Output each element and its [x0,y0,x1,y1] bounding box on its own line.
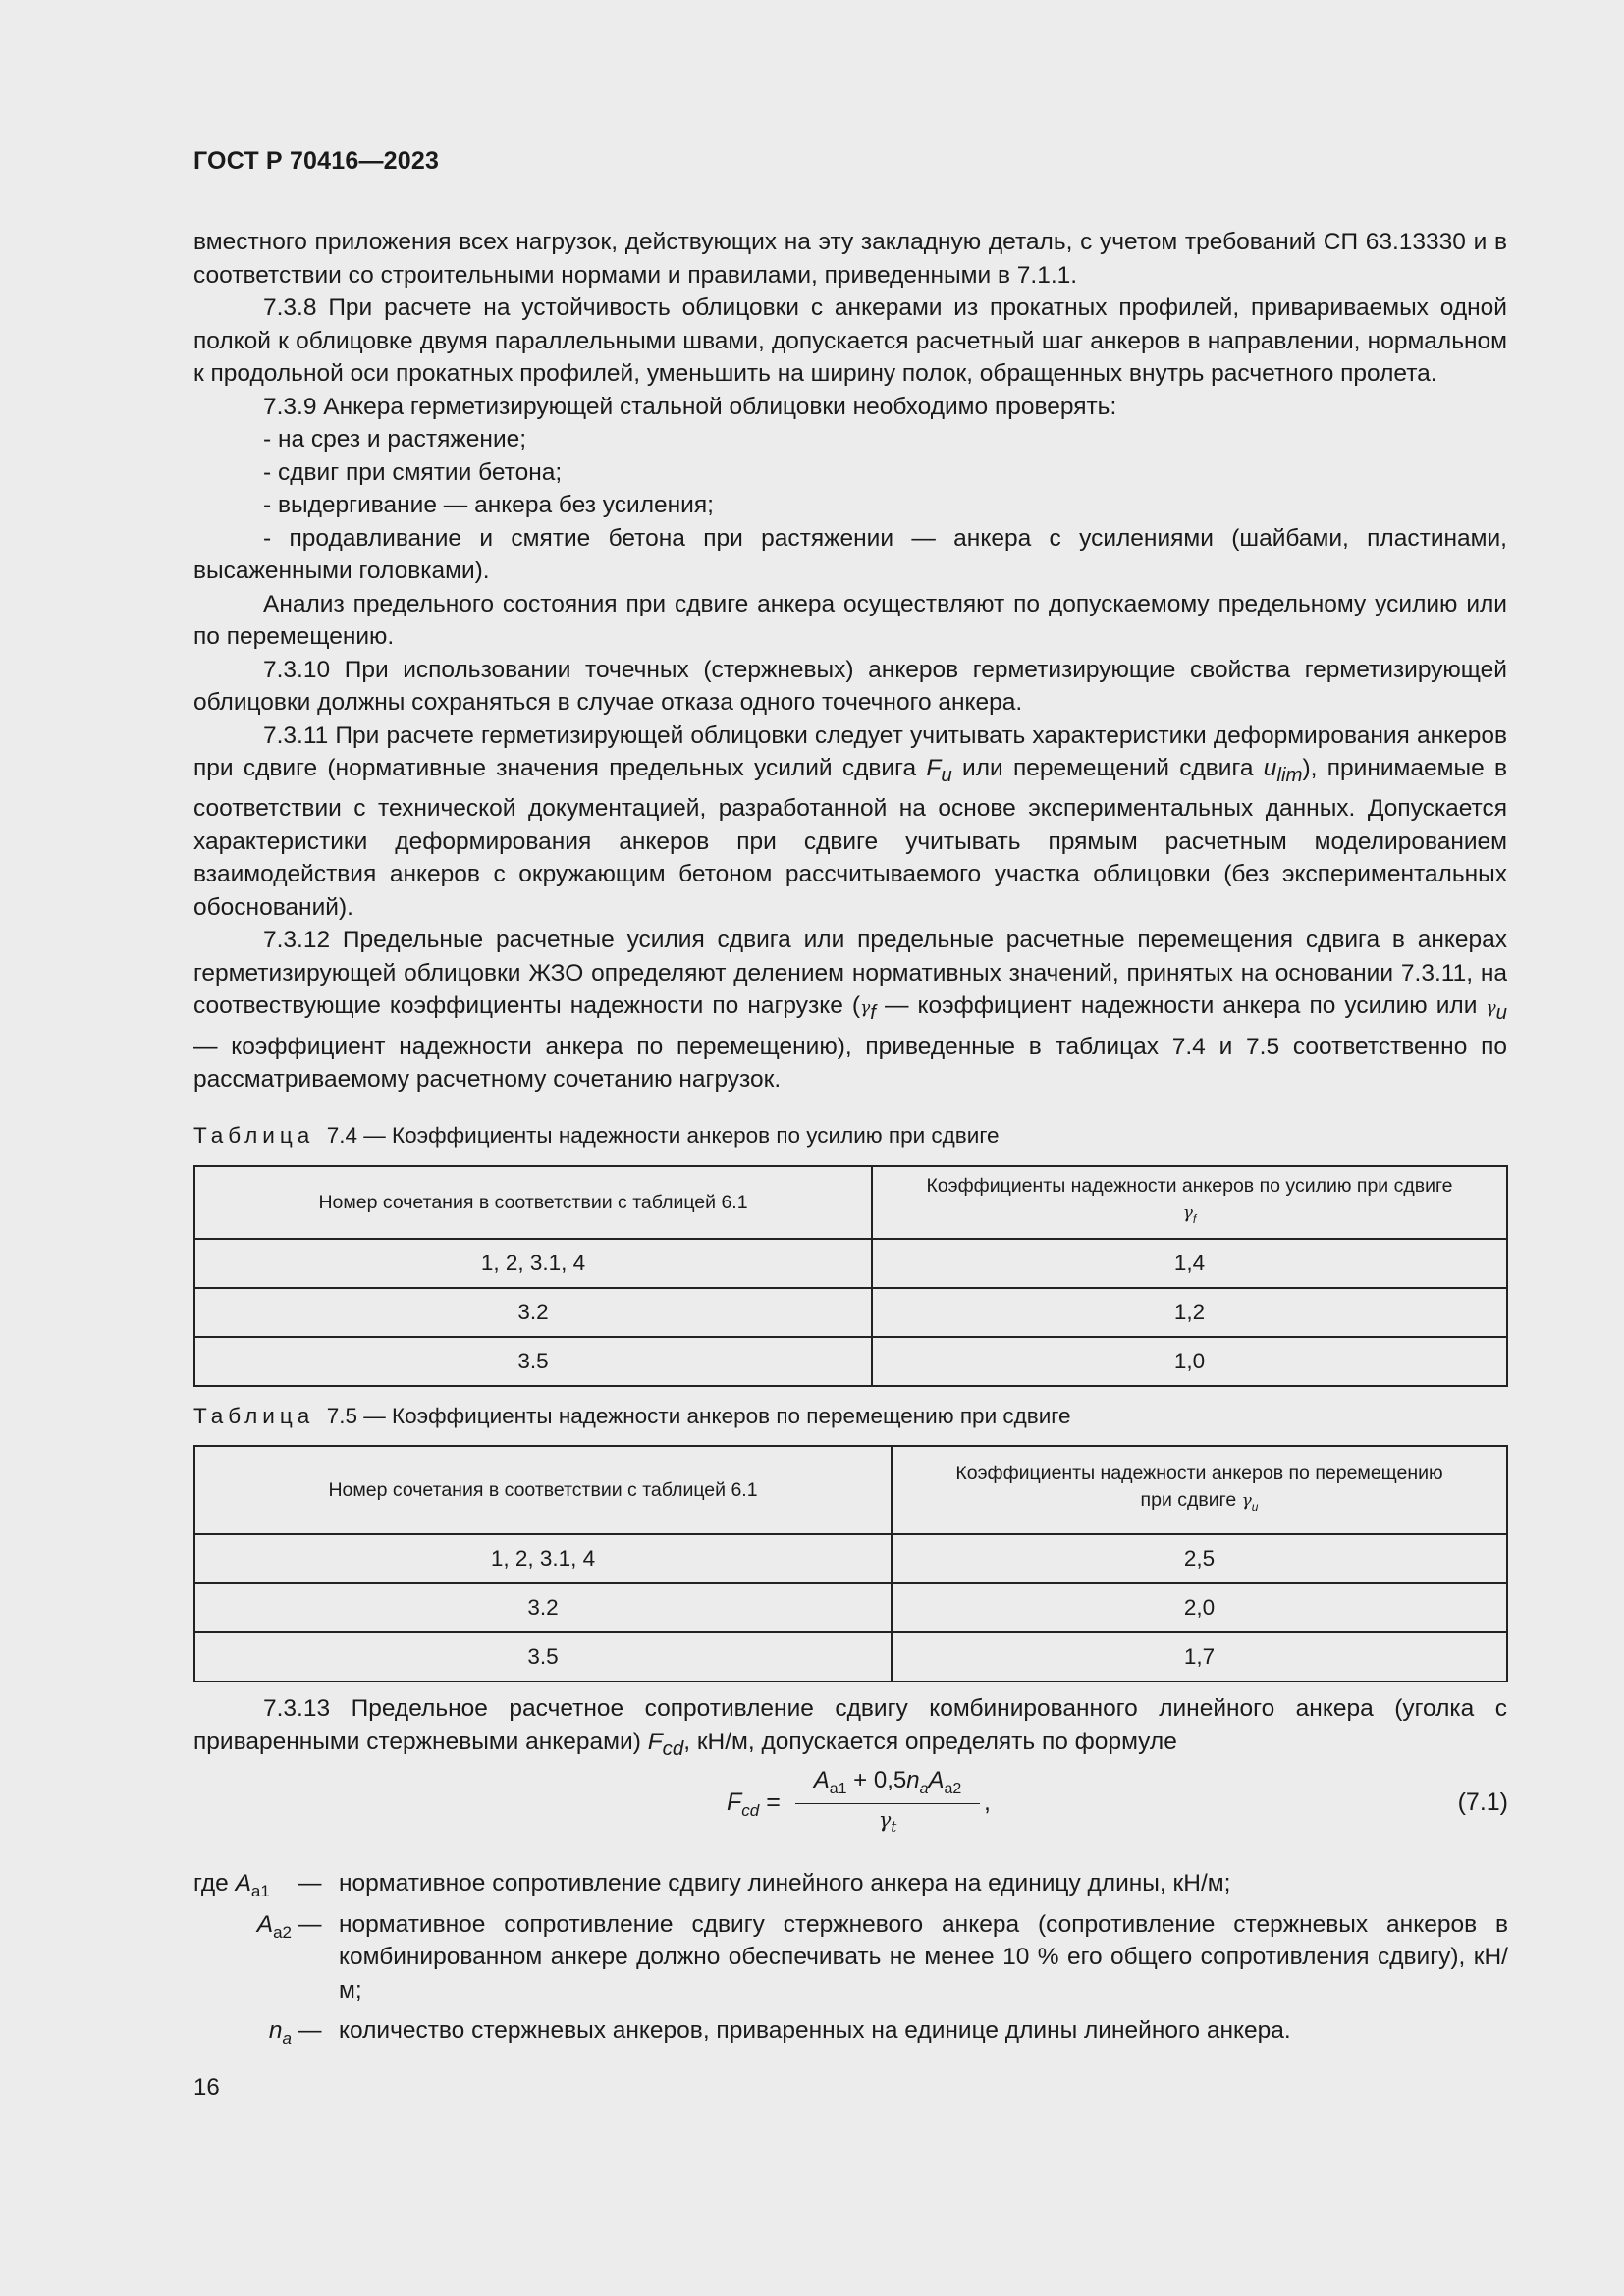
formula-numerator [793,1767,982,1798]
table-cell-combo: 1, 2, 3.1, 4 [194,1239,872,1288]
formula-7-1 [727,1767,1508,1845]
caption-word: Таблица [193,1404,315,1428]
caption-word: Таблица [193,1123,315,1148]
list-item: - продавливание и смятие бетона при растяжении — анкера с усилениями (шайбами, пластинами, высаженными головками). [193,524,1507,584]
formula-A: A [813,1767,830,1793]
table-cell-value: 1,4 [872,1239,1507,1288]
where-item [193,1867,1508,1900]
clause-7-3-11 [193,720,1507,925]
table-cell-combo: 3.2 [194,1583,892,1632]
where-dash: — [298,1910,322,1938]
formula-A: A [928,1767,945,1793]
formula-sub: a1 [829,1780,847,1797]
where-block [193,1867,1508,2048]
caption-title: 7.5 — Коэффициенты надежности анкеров по перемещению при сдвиге [326,1404,1071,1428]
where-symbol [193,1867,292,1907]
formula-plus: + 0,5 [846,1767,907,1793]
table-7-5-caption [193,1404,1071,1429]
clause-text: — коэффициент надежности анкера по усилию или [875,992,1487,1020]
clause-7-3-9: 7.3.9 Анкера герметизирующей стальной облицовки необходимо проверять: [263,393,1117,420]
page-number: 16 [193,2074,220,2101]
clause-7-3-8: 7.3.8 При расчете на устойчивость облицовки с анкерами из прокатных профилей, привариваемых одной полкой к облицовке двумя параллельными швами, допускается расчетный шаг анкеров в направлении, нормальном к продольной оси прокатных профилей, уменьшить на ширину полок, обращенных внутрь расчетного пролета. [193,294,1507,387]
symbol-gamma: γ [1241,1490,1252,1511]
symbol-sub-u: u [1495,1002,1507,1025]
table-head-coef [872,1166,1507,1239]
formula-gamma: γ [878,1808,892,1832]
symbol-gamma: γ [860,998,871,1019]
clause-7-3-13 [193,1692,1507,1766]
clause-text: , кН/м, допускается определять по формуле [683,1728,1177,1755]
body-text-7-3-13 [193,1692,1507,1766]
symbol-u: u [1263,755,1277,781]
symbol-F: F [647,1728,663,1755]
table-cell-value: 1,2 [872,1288,1507,1337]
clause-text: — коэффициент надежности анкера по перемещению), приведенные в таблицах 7.4 и 7.5 соответственно по рассматриваемому расчетному сочетанию нагрузок. [193,1033,1507,1094]
where-text: количество стержневых анкеров, приваренных на единице длины линейного анкера. [339,2017,1291,2044]
where-text: нормативное сопротивление сдвигу стержневого анкера (сопротивление стержневых анкеров в комбинированном анкере должно обеспечивать не менее 10 % его общего сопротивления сдвигу), кН/м; [339,1910,1508,2003]
symbol-sub-f: f [1192,1211,1197,1226]
clause-text: 7.3.11 При расчете герметизирующей облицовки следует учитывать характеристики деформирования анкеров при сдвиге (нормативные значения предельных усилий сдвига [193,721,1507,781]
where-symbol [193,1908,292,1949]
paragraph-continuation: вместного приложения всех нагрузок, действующих на эту закладную деталь, с учетом требований СП 63.13330 и в соответствии со строительными нормами и правилами, приведенными в 7.1.1. [193,229,1507,289]
formula-sub: a2 [944,1780,962,1797]
formula-number: (7.1) [1457,1789,1508,1816]
formula-eq: = [759,1789,781,1816]
symbol-gamma: γ [1486,998,1496,1019]
where-sub: a1 [250,1881,270,1900]
list-item: - сдвиг при смятии бетона; [263,458,563,486]
where-sym: n [268,2017,283,2044]
fraction-bar [795,1803,980,1804]
table-head-combo: Номер сочетания в соответствии с таблицей 6.1 [194,1166,872,1239]
symbol-sub-f: f [870,1002,876,1025]
formula-sub: t [891,1818,897,1837]
formula-comma: , [984,1789,991,1816]
clause-text: или перемещений сдвига [951,755,1264,781]
symbol-sub-u: u [1251,1499,1259,1514]
where-item [193,1908,1508,2007]
symbol-sub-u: u [941,764,952,786]
table-cell-value: 2,0 [892,1583,1507,1632]
symbol-gamma: γ [1182,1202,1193,1223]
table-head-coef [892,1446,1507,1534]
document-header: ГОСТ Р 70416—2023 [193,147,440,175]
where-sub: a [282,2028,292,2048]
head-text: Коэффициенты надежности анкеров по перемещению [955,1462,1443,1484]
where-intro: где [193,1870,229,1896]
table-7-4-caption [193,1123,1000,1148]
symbol-F: F [926,755,942,781]
clause-text: 7.3.12 Предельные расчетные усилия сдвига или предельные расчетные перемещения сдвига в анкерах герметизирующей облицовки ЖЗО определяют делением нормативных значений, принятых на основании 7.3.11, на соотвествующие коэффициенты надежности по нагрузке ( [193,927,1507,1020]
where-sym: A [235,1870,251,1896]
table-cell-combo: 3.2 [194,1288,872,1337]
table-7-4 [193,1165,1508,1387]
clause-text: ), принимаемые в соответствии с технической документацией, разработанной на основе экспериментальных данных. Допускается характеристики деформирования анкеров при сдвиге учитывать прямым расчетным моделированием взаимодействия анкеров с окружающим бетоном рассчитываемого участка облицовки (без экспериментальных обоснований). [193,755,1507,921]
where-symbol [193,2014,292,2055]
formula-sub-cd: cd [741,1801,760,1820]
formula-lhs [727,1789,781,1821]
list-item: - на срез и растяжение; [263,426,527,453]
table-cell-value: 2,5 [892,1534,1507,1583]
clause-7-3-10: 7.3.10 При использовании точечных (стержневых) анкеров герметизирующие свойства герметизирующей облицовки должны сохраняться в случае отказа одного точечного анкера. [193,656,1507,716]
table-cell-combo: 3.5 [194,1337,872,1386]
where-text: нормативное сопротивление сдвигу линейного анкера на единицу длины, кН/м; [339,1870,1231,1896]
list-item: - выдергивание — анкера без усиления; [263,492,714,518]
clause-text: 7.3.13 Предельное расчетное сопротивление сдвигу комбинированного линейного анкера (уголка с приваренными стержневыми анкерами) [193,1695,1507,1755]
formula-sub: a [919,1780,929,1797]
paragraph-analysis: Анализ предельного состояния при сдвиге анкера осуществляют по допускаемому предельному усилию или по перемещению. [193,590,1507,650]
caption-title: 7.4 — Коэффициенты надежности анкеров по усилию при сдвиге [326,1123,1000,1148]
body-text [193,226,1507,1096]
table-cell-combo: 3.5 [194,1632,892,1682]
clause-7-3-12 [193,924,1507,1095]
head-text: Коэффициенты надежности анкеров по усилию при сдвиге [926,1174,1453,1197]
symbol-sub-cd: cd [662,1737,684,1760]
where-item [193,2014,1508,2048]
where-dash: — [298,1870,322,1896]
symbol-sub-lim: lim [1276,764,1303,786]
formula-denominator [793,1808,982,1836]
formula-F: F [727,1789,742,1816]
table-cell-value: 1,0 [872,1337,1507,1386]
where-sub: a2 [273,1922,292,1942]
table-cell-value: 1,7 [892,1632,1507,1682]
table-cell-combo: 1, 2, 3.1, 4 [194,1534,892,1583]
table-7-5 [193,1445,1508,1682]
where-dash: — [298,2017,322,2044]
formula-n: n [906,1767,920,1793]
table-head-combo: Номер сочетания в соответствии с таблицей 6.1 [194,1446,892,1534]
head-text: при сдвиге [1140,1488,1237,1511]
where-sym: A [256,1910,274,1938]
